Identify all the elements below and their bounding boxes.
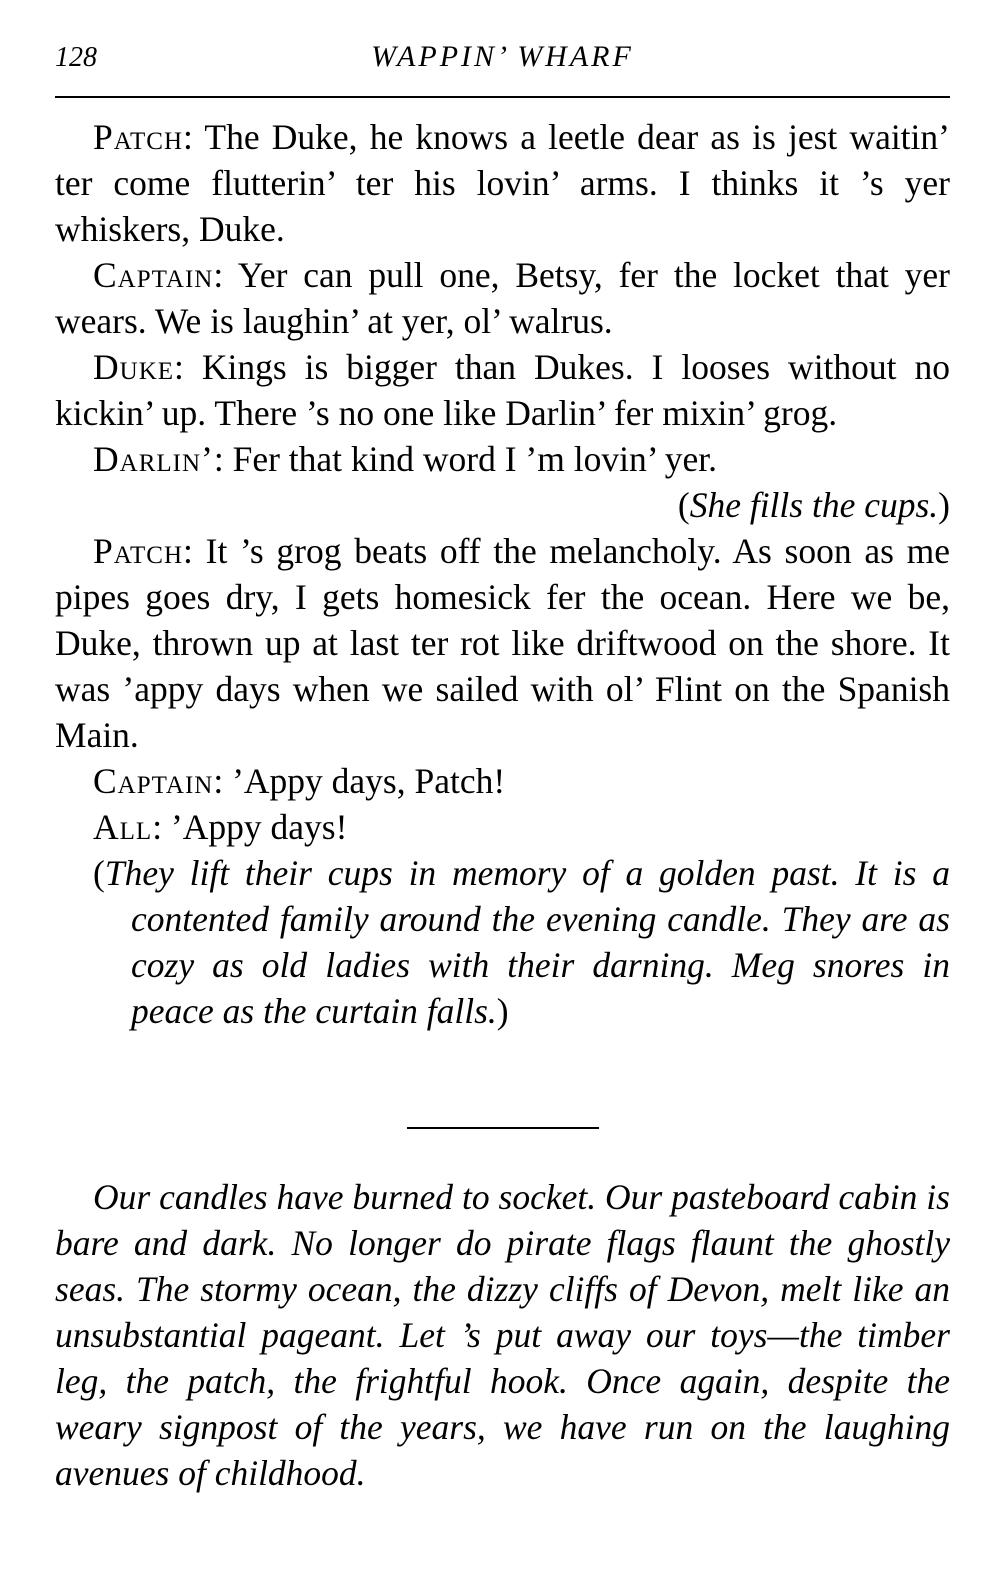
speech-darlin-1: Darlin’: Fer that kind word I ’m lovin’ yer. xyxy=(93,439,718,479)
speech-text: ’Appy days, Patch! xyxy=(232,761,506,801)
stage-direction-text: She fills the cups. xyxy=(689,485,939,525)
stage-direction-text: They lift their cups in memory of a golden past. It is a contented family around the evening candle. They are as cozy as old ladies with their darning. Meg snores in peace as the curtain falls. xyxy=(104,853,950,1031)
speech-text: Yer can pull one, Betsy, fer the locket that yer wears. We is laughin’ at yer, ol’ walrus. xyxy=(55,255,951,341)
epilogue-paragraph: Our candles have burned to socket. Our pasteboard cabin is bare and dark. No longer do pirate flags flaunt the ghostly seas. The stormy ocean, the dizzy cliffs of Devon, melt like an unsubstantial pageant. Let ’s put away our toys—the timber leg, the patch, the frightful hook. Once again, despite the weary signpost of the years, we have run on the laughing avenues of childhood. xyxy=(55,1177,950,1493)
speech-captain-1: Captain: Yer can pull one, Betsy, fer the locket that yer wears. We is laughin’ at yer, ol’ walrus. xyxy=(55,255,951,341)
speech-text: The Duke, he knows a leetle dear as is jest waitin’ ter come flutterin’ ter his lovin’ arms. I thinks it ’s yer whiskers, Duke. xyxy=(55,117,950,249)
page-number: 128 xyxy=(55,42,97,73)
header-rule xyxy=(55,96,950,98)
speech-text: Fer that kind word I ’m lovin’ yer. xyxy=(232,439,718,479)
speaker-name: All xyxy=(93,807,153,847)
dialogue-body xyxy=(55,114,950,1034)
speaker-name: Darlin’ xyxy=(93,439,214,479)
speaker-name: Patch xyxy=(93,117,184,157)
speech-duke-1: Duke: Kings is bigger than Dukes. I looses without no kickin’ up. There ’s no one like Darlin’ fer mixin’ grog. xyxy=(55,347,950,433)
speaker-name: Duke xyxy=(93,347,175,387)
speaker-name: Captain xyxy=(93,761,214,801)
stage-direction-fills-cups: (She fills the cups.) xyxy=(677,485,950,525)
section-divider xyxy=(407,1127,599,1129)
speaker-name: Captain xyxy=(93,255,214,295)
speech-captain-2: Captain: ’Appy days, Patch! xyxy=(93,761,506,801)
running-title: WAPPIN’ WHARF xyxy=(371,40,634,73)
speech-text: Kings is bigger than Dukes. I looses without no kickin’ up. There ’s no one like Darlin’ fer mixin’ grog. xyxy=(55,347,950,433)
speech-all: All: ’Appy days! xyxy=(93,807,348,847)
running-head xyxy=(55,40,950,84)
speaker-name: Patch xyxy=(93,531,184,571)
speech-text: ’Appy days! xyxy=(170,807,348,847)
speech-patch-1: Patch: The Duke, he knows a leetle dear as is jest waitin’ ter come flutterin’ ter his lovin’ arms. I thinks it ’s yer whiskers, Duke. xyxy=(55,117,950,249)
speech-text: It ’s grog beats off the melancholy. As soon as me pipes goes dry, I gets homesick fer the ocean. Here we be, Duke, thrown up at last ter rot like driftwood on the shore. It was ’appy days when we sailed with ol’ Flint on the Spanish Main. xyxy=(55,531,950,755)
speech-patch-2: Patch: It ’s grog beats off the melancholy. As soon as me pipes goes dry, I gets homesick fer the ocean. Here we be, Duke, thrown up at last ter rot like driftwood on the shore. It was ’appy days when we sailed with ol’ Flint on the Spanish Main. xyxy=(55,531,950,755)
stage-direction-curtain: (They lift their cups in memory of a golden past. It is a contented family around the evening candle. They are as cozy as old ladies with their darning. Meg snores in peace as the curtain falls.) xyxy=(93,853,950,1031)
